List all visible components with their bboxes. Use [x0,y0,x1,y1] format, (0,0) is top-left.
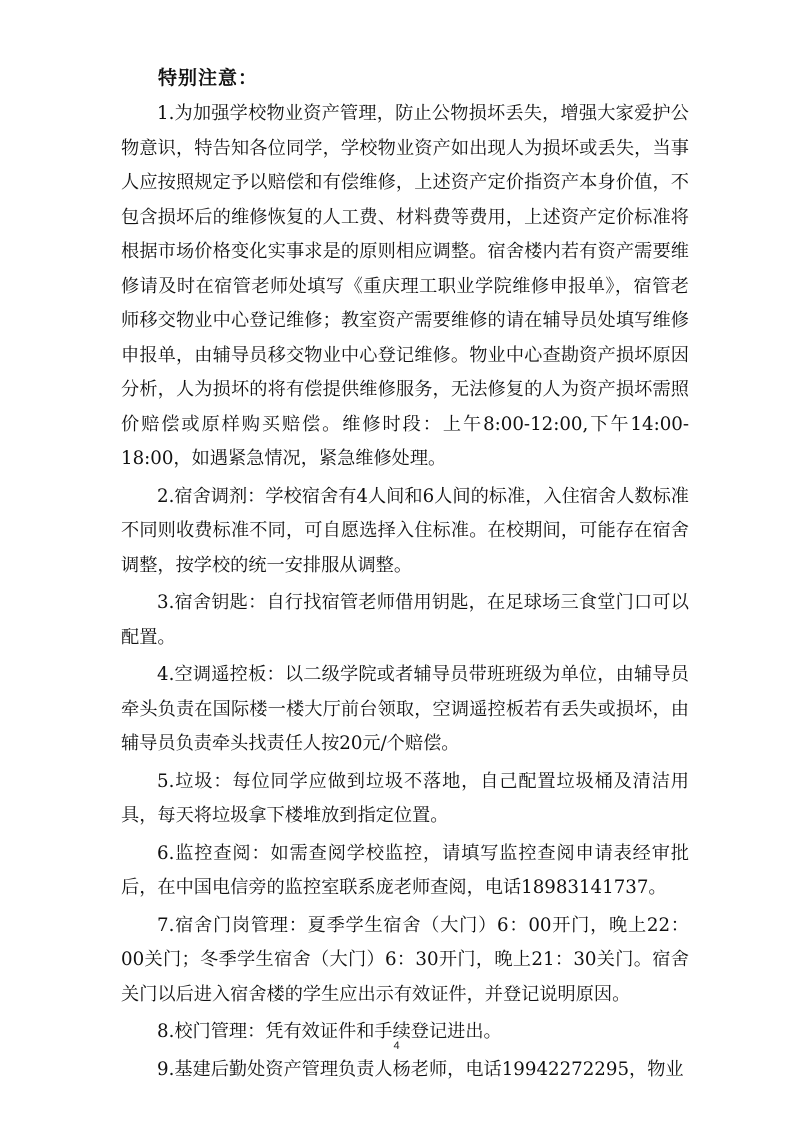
paragraph-dorm-gate: 7.宿舍门岗管理：夏季学生宿舍（大门）6：00开门，晚上22：00关门；冬季学生宿舍（大门）6：30开门，晚上21：30关门。宿舍关门以后进入宿舍楼的学生应出示有效证件，并登记说明原因。 [121,914,689,1005]
paragraph-campus-gate: 8.校门管理：凭有效证件和手续登记进出。 [157,1021,502,1042]
paragraph-asset-contact: 9.基建后勤处资产管理负责人杨老师，电话19942272295，物业 [157,1058,684,1080]
paragraph-garbage: 5.垃圾：每位同学应做到垃圾不落地，自己配置垃圾桶及清洁用具，每天将垃圾拿下楼堆放到指定位置。 [121,770,689,826]
paragraph-ac-remote: 4.空调遥控板：以二级学院或者辅导员带班班级为单位，由辅导员牵头负责在国际楼一楼大厅前台领取，空调遥控板若有丢失或损坏，由辅导员负责牵头找责任人按20元/个赔偿。 [121,664,689,754]
paragraph-property-management: 1.为加强学校物业资产管理，防止公物损坏丢失，增强大家爱护公物意识，特告知各位同学，学校物业资产如出现人为损坏或丢失，当事人应按照规定予以赔偿和有偿维修，上述资产定价指资产本身价值，不包含损坏后的维修恢复的人工费、材料费等费用，上述资产定价标准将根据市场价格变化实事求是的原则相应调整。宿舍楼内若有资产需要维修请及时在宿管老师处填写《重庆理工职业学院维修申报单》，宿管老师移交物业中心登记维修；教室资产需要维修的请在辅导员处填写维修申报单，由辅导员移交物业中心登记维修。物业中心查勘资产损坏原因分析，人为损坏的将有偿提供维修服务，无法修复的人为资产损坏需照价赔偿或原样购买赔偿。维修时段：上午8:00-12:00,下午14:00-18:00，如遇紧急情况，紧急维修处理。 [121,103,689,469]
notice-heading: 特别注意： [158,67,259,89]
page-number: 4 [393,1040,400,1052]
paragraph-dorm-keys: 3.宿舍钥匙：自行找宿管老师借用钥匙，在足球场三食堂门口可以配置。 [121,592,689,648]
paragraph-dorm-adjustment: 2.宿舍调剂：学校宿舍有4人间和6人间的标准，入住宿舍人数标准不同则收费标准不同，可自愿选择入住标准。在校期间，可能存在宿舍调整，按学校的统一安排服从调整。 [121,485,689,576]
paragraph-surveillance: 6.监控查阅：如需查阅学校监控，请填写监控查阅申请表经审批后，在中国电信旁的监控室联系庞老师查阅，电话18983141737。 [121,842,689,898]
notice-body [121,97,689,1090]
